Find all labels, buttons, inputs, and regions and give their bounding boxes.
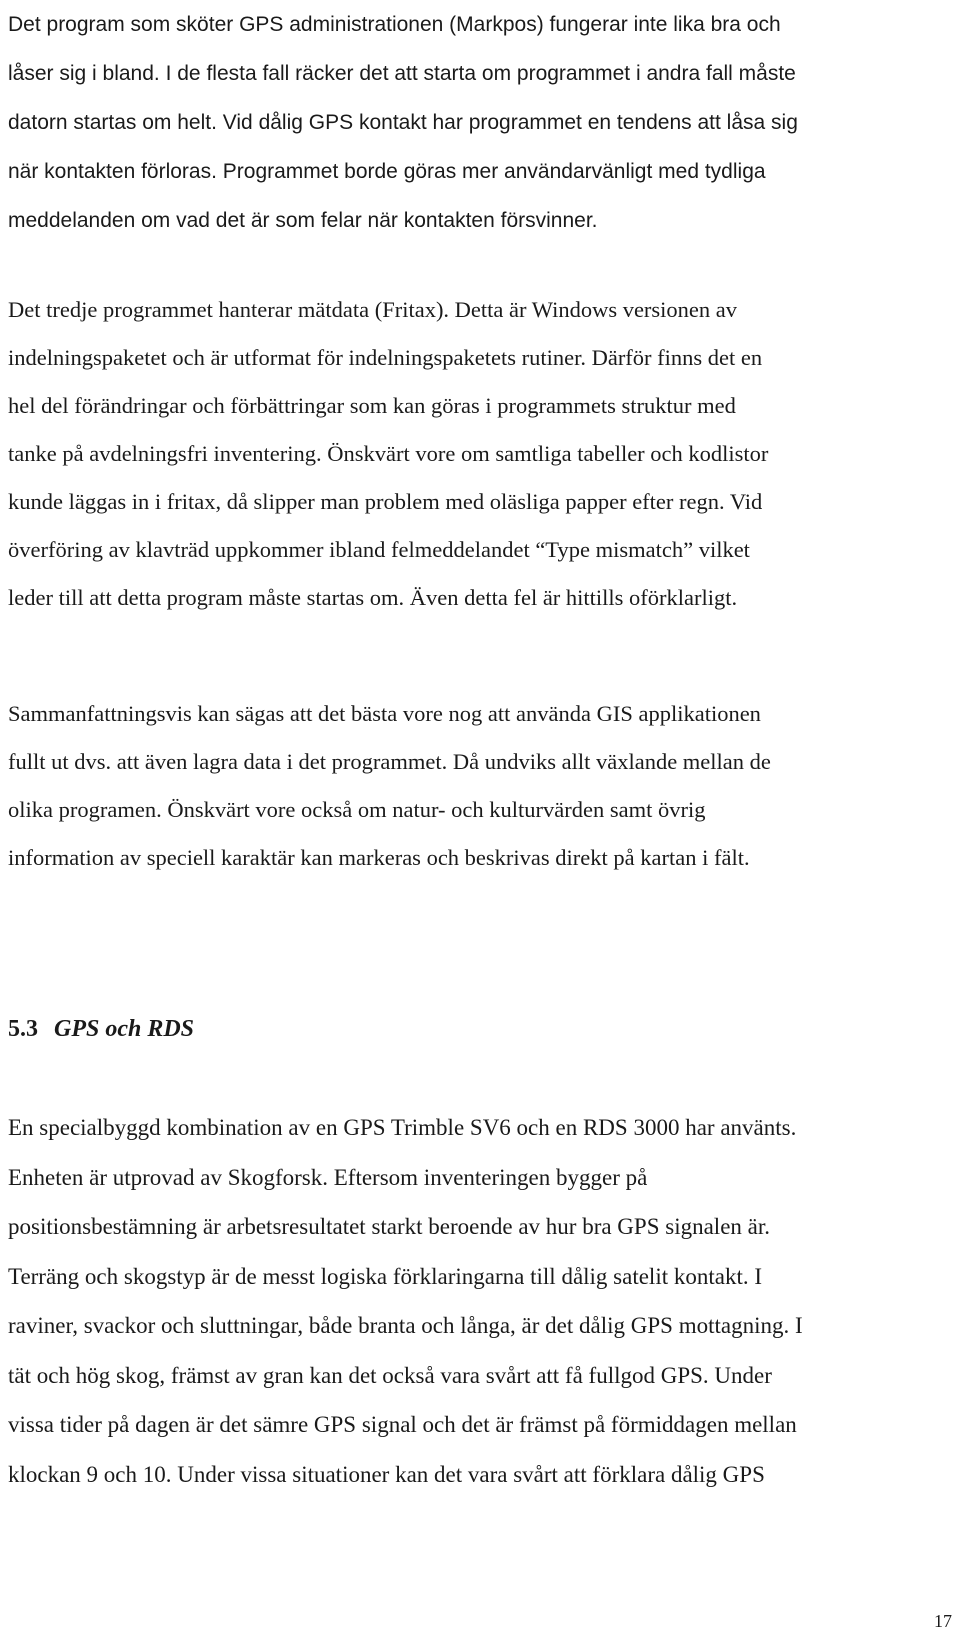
text-line: information av speciell karaktär kan markeras och beskrivas direkt på kartan i fält. <box>8 845 750 870</box>
text-line: tät och hög skog, främst av gran kan det också vara svårt att få fullgod GPS. Under <box>8 1362 772 1388</box>
text-line: tanke på avdelningsfri inventering. Önskvärt vore om samtliga tabeller och kodlistor <box>8 441 769 466</box>
paragraph-fritax <box>8 286 952 622</box>
text-line: Terräng och skogstyp är de messt logiska förklaringarna till dålig satelit kontakt. I <box>8 1263 763 1289</box>
section-heading <box>8 1016 194 1043</box>
text-line: datorn startas om helt. Vid dålig GPS kontakt har programmet en tendens att låsa sig <box>8 111 798 134</box>
text-line: meddelanden om vad det är som felar när kontakten försvinner. <box>8 209 598 232</box>
text-line: indelningspaketet och är utformat för indelningspaketets rutiner. Därför finns det en <box>8 345 763 370</box>
text-line: när kontakten förloras. Programmet borde göras mer användarvänligt med tydliga <box>8 160 766 183</box>
text-line: överföring av klavträd uppkommer ibland felmeddelandet “Type mismatch” vilket <box>8 537 750 562</box>
text-line: Det program som sköter GPS administrationen (Markpos) fungerar inte lika bra och <box>8 13 781 36</box>
section-number: 5.3 <box>8 1016 38 1042</box>
text-line: vissa tider på dagen är det sämre GPS signal och det är främst på förmiddagen mellan <box>8 1412 797 1437</box>
text-line: Sammanfattningsvis kan sägas att det bästa vore nog att använda GIS applikationen <box>8 701 761 726</box>
paragraph-markpos <box>8 0 952 245</box>
text-line: olika programen. Önskvärt vore också om natur- och kulturvärden samt övrig <box>8 797 706 822</box>
page-number: 17 <box>934 1611 952 1631</box>
section-title: GPS och RDS <box>54 1016 195 1042</box>
text-line: kunde läggas in i fritax, då slipper man problem med oläsliga papper efter regn. Vid <box>8 489 763 514</box>
text-line: En specialbyggd kombination av en GPS Trimble SV6 och en RDS 3000 har använts. <box>8 1115 797 1140</box>
text-line: hel del förändringar och förbättringar som kan göras i programmets struktur med <box>8 393 736 418</box>
text-line: positionsbestämning är arbetsresultatet starkt beroende av hur bra GPS signalen är. <box>8 1214 770 1239</box>
paragraph-gps-rds <box>8 1103 952 1499</box>
text-line: Enheten är utprovad av Skogforsk. Eftersom inventeringen bygger på <box>8 1164 648 1190</box>
text-line: klockan 9 och 10. Under vissa situationer kan det vara svårt att förklara dålig GPS <box>8 1461 765 1487</box>
text-line: fullt ut dvs. att även lagra data i det programmet. Då undviks allt växlande mellan de <box>8 749 771 774</box>
paragraph-summary <box>8 690 952 882</box>
text-line: låser sig i bland. I de flesta fall räcker det att starta om programmet i andra fall måste <box>8 62 796 85</box>
text-line: raviner, svackor och sluttningar, både branta och långa, är det dålig GPS mottagning. I <box>8 1313 803 1338</box>
text-line: Det tredje programmet hanterar mätdata (Fritax). Detta är Windows versionen av <box>8 297 738 322</box>
text-line: leder till att detta program måste startas om. Även detta fel är hittills oförklarligt. <box>8 585 738 610</box>
